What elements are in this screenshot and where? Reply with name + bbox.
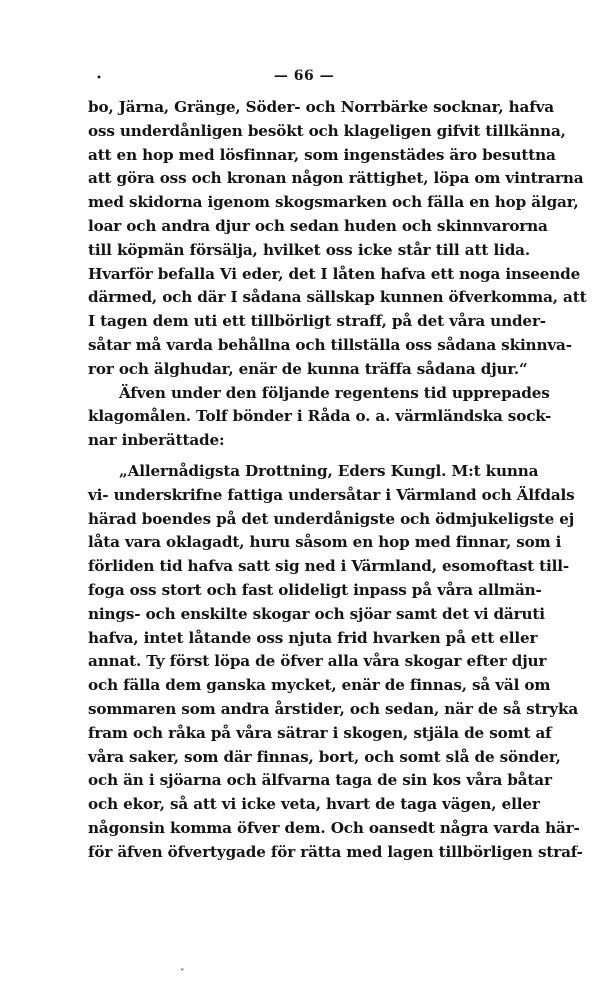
text-line: och än i sjöarna och älfvarna taga de sin kos våra båtar [88,771,552,790]
margin-mark: • [96,73,102,84]
page-number: — 66 — [273,68,335,84]
text-line: oss underdånligen besökt och klageligen gifvit tillkänna, [88,121,566,140]
text-line: att en hop med lösfinnar, som ingenstädes äro besuttna [88,145,556,164]
text-line: sommaren som andra årstider, och sedan, när de så stryka [88,699,579,718]
text-line: klagomålen. Tolf bönder i Råda o. a. värmländska sock- [88,407,552,426]
paragraph-gap [88,453,530,460]
text-line: foga oss stort och fast olideligt inpass på våra allmän- [88,580,542,599]
text-line: nings- och enskilte skogar och sjöar samt det vi däruti [88,604,545,623]
text-line: ror och älghudar, enär de kunna träffa sådana djur.“ [88,359,528,378]
text-line: låta vara oklagadt, huru såsom en hop med finnar, som i [88,533,562,552]
text-line: fram och råka på våra sätrar i skogen, stjäla de somt af [88,723,552,742]
text-line: och ekor, så att vi icke veta, hvart de taga vägen, eller [88,795,540,814]
text-line: såtar må varda behållna och tillställa oss sådana skinnva- [88,335,572,354]
text-line: till köpmän försälja, hvilket oss icke står till att lida. [88,240,530,259]
text-line: bo, Järna, Gränge, Söder- och Norrbärke socknar, hafva [88,98,554,116]
text-line: med skidorna igenom skogsmarken och fälla en hop älgar, [88,193,579,212]
text-line: „Allernådigsta Drottning, Eders Kungl. M:t kunna [119,461,539,480]
text-line: förliden tid hafva satt sig ned i Värmland, esomoftast till- [88,557,570,576]
text-line: I tagen dem uti ett tillbörligt straff, på det våra under- [88,312,546,331]
text-line: våra saker, som där finnas, bort, och somt slå de sönder, [88,747,561,766]
text-line: härad boendes på det underdånigste och ödmjukeligste ej [88,509,575,528]
text-line: därmed, och där I sådana sällskap kunnen öfverkomma, att [88,288,587,307]
text-line: hafva, intet låtande oss njuta frid hvarken på ett eller [88,628,538,647]
text-line: för äfven öfvertygade för rätta med lagen tillbörligen straf- [88,842,583,861]
text-line: att göra oss och kronan någon rättighet, löpa om vintrarna [88,169,584,188]
text-line: och fälla dem ganska mycket, enär de finnas, så väl om [88,676,551,695]
text-line: loar och andra djur och sedan huden och skinnvarorna [88,216,548,235]
text-line: vi- underskrifne fattiga undersåtar i Värmland och Älfdals [88,485,575,504]
text-line: Äfven under den följande regentens tid upprepades [119,383,550,402]
body-text [88,96,587,865]
text-line: annat. Ty först löpa de öfver alla våra skogar efter djur [88,652,547,671]
bottom-mark: ˅ [180,969,185,979]
text-line: någonsin komma öfver dem. Och oansedt några varda här- [88,818,580,837]
text-line: nar inberättade: [88,431,225,450]
text-line: Hvarför befalla Vi eder, det I låten hafva ett noga inseende [88,264,581,283]
